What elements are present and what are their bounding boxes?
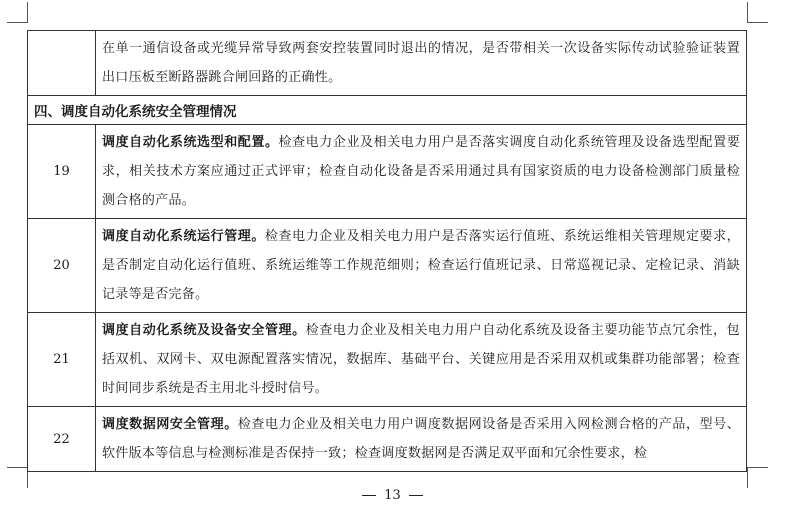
- item-body: 检查电力企业及相关电力用户调度数据网设备是否采用入网检测合格的产品，型号、软件版本等信息与检测标准是否保持一致；检查调度数据网是否满足双平面和冗余性要求，检: [102, 417, 740, 461]
- item-title: 调度自动化系统运行管理。: [102, 229, 265, 244]
- item-number: 21: [28, 313, 96, 407]
- item-title: 调度自动化系统及设备安全管理。: [102, 323, 306, 338]
- footer-dash-right: [409, 495, 423, 496]
- table-row: [28, 219, 747, 313]
- continuation-text: 在单一通信设备或光缆异常导致两套安控装置同时退出的情况，是否带相关一次设备实际传动试验验证装置出口压板至断路器跳合闸回路的正确性。: [102, 41, 740, 85]
- item-body: 检查电力企业及相关电力用户是否落实调度自动化系统管理及设备选型配置要求，相关技术方案应通过正式评审；检查自动化设备是否采用通过具有国家资质的电力设备检测部门质量检测合格的产品。: [102, 135, 740, 208]
- item-title: 调度数据网安全管理。: [102, 417, 238, 432]
- page-footer: [0, 488, 785, 503]
- crop-mark-bottom-left-h: [7, 467, 28, 468]
- item-content-cell: [96, 219, 747, 313]
- item-body: 检查电力企业及相关电力用户是否落实运行值班、系统运维相关管理规定要求，是否制定自动化运行值班、系统运维等工作规范细则；检查运行值班记录、日常巡视记录、定检记录、消缺记录等是否完备。: [102, 229, 740, 302]
- page-number: 13: [384, 488, 401, 503]
- crop-mark-bottom-right-h: [747, 467, 768, 468]
- footer-dash-left: [362, 495, 376, 496]
- item-content-cell: [96, 313, 747, 407]
- item-body: 检查电力企业及相关电力用户自动化系统及设备主要功能节点冗余性，包括双机、双网卡、双电源配置落实情况，数据库、基础平台、关键应用是否采用双机或集群功能部署；检查时间同步系统是否主用北斗授时信号。: [102, 323, 740, 396]
- table-row: [28, 407, 747, 472]
- crop-mark-top-left-h: [7, 22, 28, 23]
- section-header-row: [28, 96, 747, 125]
- item-content-cell: [96, 407, 747, 472]
- item-title: 调度自动化系统选型和配置。: [102, 135, 279, 150]
- crop-mark-bottom-right-v: [747, 467, 748, 488]
- section-title: 四、调度自动化系统安全管理情况: [28, 96, 747, 125]
- item-number: 20: [28, 219, 96, 313]
- table-row: [28, 313, 747, 407]
- table-row: [28, 125, 747, 219]
- inspection-table: [27, 30, 747, 472]
- crop-mark-top-left-v: [27, 2, 28, 23]
- table-row: [28, 31, 747, 96]
- crop-mark-top-right-v: [747, 2, 748, 23]
- item-number: 19: [28, 125, 96, 219]
- item-content-cell: [96, 31, 747, 96]
- item-content-cell: [96, 125, 747, 219]
- crop-mark-top-right-h: [747, 22, 768, 23]
- item-number: 22: [28, 407, 96, 472]
- item-number-cell: [28, 31, 96, 96]
